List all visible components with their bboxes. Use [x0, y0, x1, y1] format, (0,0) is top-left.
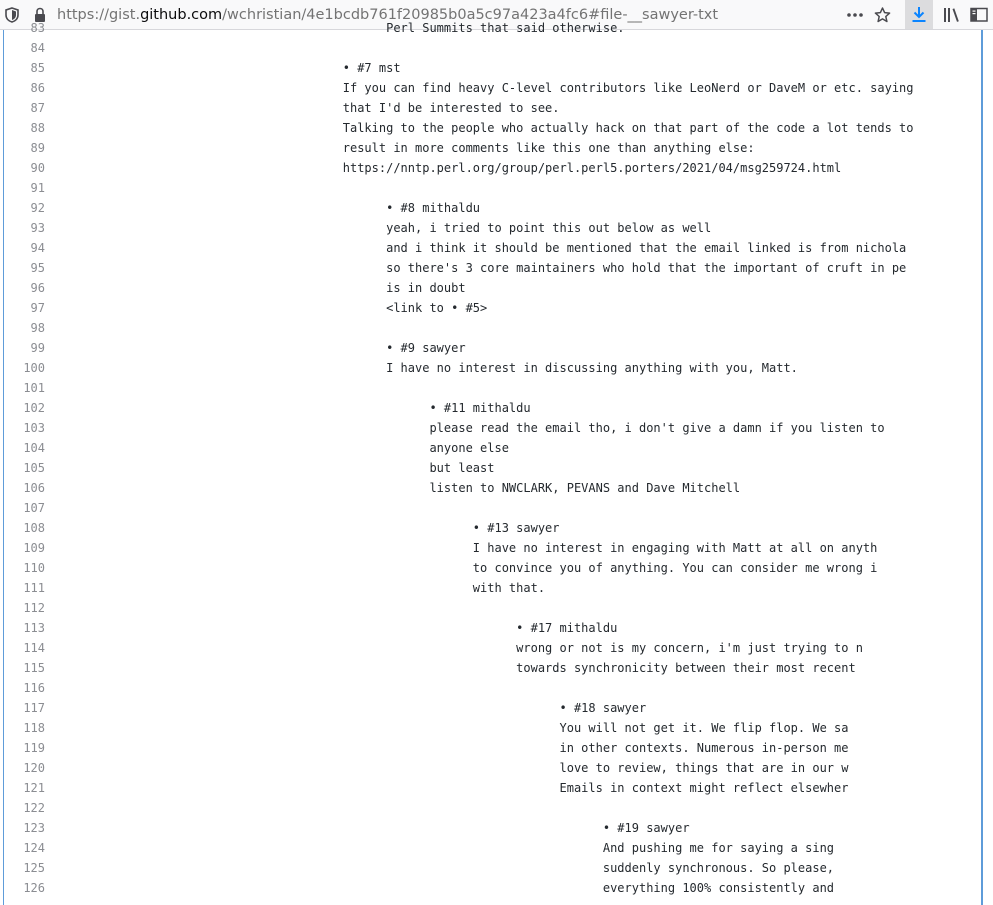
- code-line: [4, 878, 984, 898]
- line-number[interactable]: 96: [30, 281, 45, 295]
- line-number[interactable]: 114: [23, 641, 45, 655]
- line-text: • #7 mst: [61, 61, 401, 75]
- line-number[interactable]: 107: [23, 501, 45, 515]
- line-number[interactable]: 91: [30, 181, 45, 195]
- code-line: [4, 238, 984, 258]
- line-text: I have no interest in discussing anything with you, Matt.: [61, 361, 798, 375]
- code-line: [4, 558, 984, 578]
- line-number[interactable]: 87: [30, 101, 45, 115]
- line-number[interactable]: 84: [30, 41, 45, 55]
- line-text: is in doubt: [61, 281, 466, 295]
- line-text: so there's 3 core maintainers who hold that the important of cruft in pe: [61, 261, 907, 275]
- line-number[interactable]: 103: [23, 421, 45, 435]
- line-text: You will not get it. We flip flop. We sa: [61, 721, 849, 735]
- code-line: [4, 138, 984, 158]
- code-line: [4, 618, 984, 638]
- line-text: • #13 sawyer: [61, 521, 560, 535]
- url-prefix: https://gist.: [57, 7, 141, 23]
- line-number[interactable]: 122: [23, 801, 45, 815]
- line-text: If you can find heavy C-level contributors like LeoNerd or DaveM or etc. saying: [61, 81, 914, 95]
- code-line: [4, 18, 984, 38]
- code-line: [4, 738, 984, 758]
- code-line: [4, 478, 984, 498]
- line-number[interactable]: 86: [30, 81, 45, 95]
- line-text: • #11 mithaldu: [61, 401, 531, 415]
- code-line: [4, 498, 984, 518]
- code-line: [4, 598, 984, 618]
- code-line: [4, 798, 984, 818]
- code-line: [4, 378, 984, 398]
- line-text: and i think it should be mentioned that the email linked is from nichola: [61, 241, 907, 255]
- code-line: [4, 38, 984, 58]
- line-text: https://nntp.perl.org/group/perl.perl5.porters/2021/04/msg259724.html: [61, 161, 842, 175]
- line-text: towards synchronicity between their most recent: [61, 661, 856, 675]
- line-number[interactable]: 100: [23, 361, 45, 375]
- line-text: love to review, things that are in our w: [61, 761, 849, 775]
- code-line: [4, 758, 984, 778]
- line-text: result in more comments like this one than anything else:: [61, 141, 755, 155]
- code-line: [4, 118, 984, 138]
- line-text: <link to • #5>: [61, 301, 488, 315]
- line-text: suddenly synchronous. So please,: [61, 861, 835, 875]
- code-line: [4, 638, 984, 658]
- line-number[interactable]: 119: [23, 741, 45, 755]
- line-text: And pushing me for saying a sing: [61, 841, 835, 855]
- code-line: [4, 418, 984, 438]
- code-line: [4, 578, 984, 598]
- line-number[interactable]: 126: [23, 881, 45, 895]
- line-number[interactable]: 111: [23, 581, 45, 595]
- line-number[interactable]: 115: [23, 661, 45, 675]
- line-number[interactable]: 104: [23, 441, 45, 455]
- line-text: • #9 sawyer: [61, 341, 466, 355]
- line-number[interactable]: 108: [23, 521, 45, 535]
- line-text: Emails in context might reflect elsewher: [61, 781, 849, 795]
- code-line: [4, 858, 984, 878]
- line-text: listen to NWCLARK, PEVANS and Dave Mitchell: [61, 481, 741, 495]
- code-line: [4, 78, 984, 98]
- url-path: /wchristian/4e1bcdb761f20985b0a5c97a423a4fc6#file-__sawyer-txt: [222, 7, 719, 23]
- code-line: [4, 678, 984, 698]
- line-number[interactable]: 109: [23, 541, 45, 555]
- line-number[interactable]: 93: [30, 221, 45, 235]
- line-number[interactable]: 120: [23, 761, 45, 775]
- code-line: [4, 718, 984, 738]
- line-number[interactable]: 117: [23, 701, 45, 715]
- line-number[interactable]: 98: [30, 321, 45, 335]
- line-number[interactable]: 106: [23, 481, 45, 495]
- line-number[interactable]: 85: [30, 61, 45, 75]
- line-text: • #17 mithaldu: [61, 621, 618, 635]
- code-line: [4, 698, 984, 718]
- line-text: everything 100% consistently and: [61, 881, 835, 895]
- line-text: I have no interest in engaging with Matt at all on anyth: [61, 541, 878, 555]
- code-line: [4, 198, 984, 218]
- line-text: with that.: [61, 581, 546, 595]
- code-line: [4, 318, 984, 338]
- line-text: that I'd be interested to see.: [61, 101, 560, 115]
- code-line: [4, 98, 984, 118]
- code-line: [4, 178, 984, 198]
- code-line: [4, 58, 984, 78]
- code-line: [4, 358, 984, 378]
- code-line: [4, 338, 984, 358]
- line-number[interactable]: 95: [30, 261, 45, 275]
- line-number[interactable]: 83: [30, 21, 45, 35]
- code-line: [4, 258, 984, 278]
- line-text: to convince you of anything. You can consider me wrong i: [61, 561, 878, 575]
- line-number[interactable]: 112: [23, 601, 45, 615]
- code-line: [4, 278, 984, 298]
- code-line: [4, 438, 984, 458]
- code-line: [4, 218, 984, 238]
- line-number[interactable]: 88: [30, 121, 45, 135]
- line-number[interactable]: 94: [30, 241, 45, 255]
- line-text: anyone else: [61, 441, 509, 455]
- code-line: [4, 838, 984, 858]
- line-number[interactable]: 102: [23, 401, 45, 415]
- line-number[interactable]: 118: [23, 721, 45, 735]
- line-text: • #8 mithaldu: [61, 201, 481, 215]
- line-text: Talking to the people who actually hack on that part of the code a lot tends to: [61, 121, 914, 135]
- code-line: [4, 298, 984, 318]
- line-number[interactable]: 110: [23, 561, 45, 575]
- line-number[interactable]: 90: [30, 161, 45, 175]
- line-number[interactable]: 101: [23, 381, 45, 395]
- line-text: please read the email tho, i don't give a damn if you listen to: [61, 421, 885, 435]
- line-text: Perl Summits that said otherwise.: [61, 21, 625, 35]
- line-text: in other contexts. Numerous in-person me: [61, 741, 849, 755]
- gist-code-view: [3, 21, 983, 905]
- line-text: yeah, i tried to point this out below as well: [61, 221, 712, 235]
- line-text: • #18 sawyer: [61, 701, 647, 715]
- code-line: [4, 658, 984, 678]
- line-number[interactable]: 105: [23, 461, 45, 475]
- line-number[interactable]: 92: [30, 201, 45, 215]
- code-line: [4, 518, 984, 538]
- line-text: wrong or not is my concern, i'm just trying to n: [61, 641, 863, 655]
- line-number[interactable]: 123: [23, 821, 45, 835]
- code-line: [4, 778, 984, 798]
- line-text: • #19 sawyer: [61, 821, 690, 835]
- line-number[interactable]: 125: [23, 861, 45, 875]
- line-number[interactable]: 121: [23, 781, 45, 795]
- line-number[interactable]: 113: [23, 621, 45, 635]
- code-line: [4, 458, 984, 478]
- line-number[interactable]: 116: [23, 681, 45, 695]
- url-domain: github.com: [140, 7, 223, 23]
- line-number[interactable]: 89: [30, 141, 45, 155]
- code-line: [4, 538, 984, 558]
- line-number[interactable]: 99: [30, 341, 45, 355]
- line-number[interactable]: 124: [23, 841, 45, 855]
- code-line: [4, 818, 984, 838]
- line-number[interactable]: 97: [30, 301, 45, 315]
- code-line: [4, 398, 984, 418]
- code-line: [4, 158, 984, 178]
- line-text: but least: [61, 461, 495, 475]
